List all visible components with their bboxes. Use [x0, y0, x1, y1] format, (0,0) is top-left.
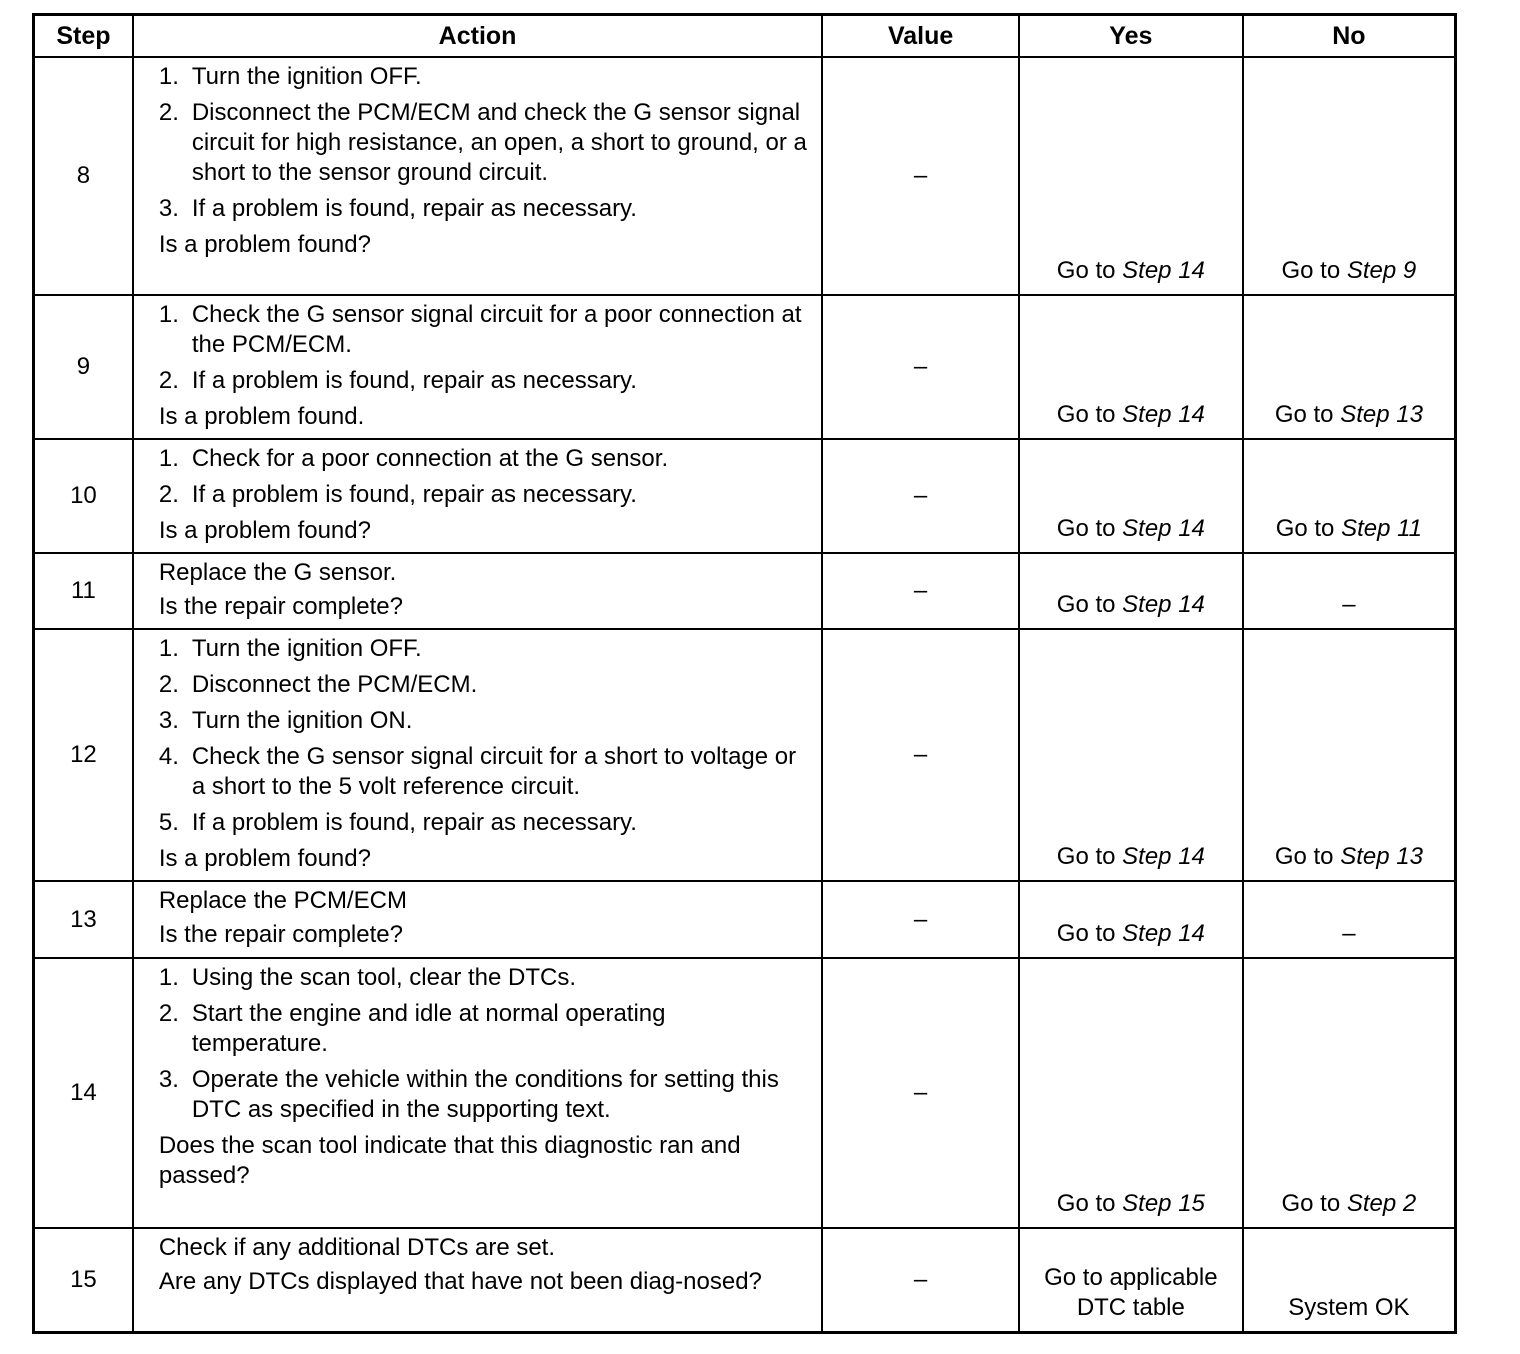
no-step-ref: Step 13: [1340, 843, 1423, 870]
table-row: [34, 295, 1456, 439]
header-value: Value: [822, 15, 1019, 58]
list-item-number: 2.: [158, 671, 179, 698]
action-cell: [133, 958, 822, 1228]
yes-step-ref: Step 14: [1122, 920, 1205, 947]
list-item-text: Start the engine and idle at normal operating temperature.: [191, 1000, 666, 1057]
list-item-number: 1.: [158, 63, 179, 90]
yes-prefix: Go to applicable DTC table: [1044, 1263, 1218, 1321]
step-number: 11: [34, 553, 133, 629]
yes-prefix: Go to: [1056, 257, 1123, 284]
list-item-text: Check for a poor connection at the G sensor.: [191, 445, 669, 472]
no-cell: [1243, 553, 1456, 629]
action-cell: [133, 629, 822, 881]
no-prefix: System OK: [1288, 1293, 1410, 1321]
table-row: [34, 881, 1456, 958]
header-no: No: [1243, 15, 1456, 58]
action-cell: [133, 439, 822, 553]
action-cell: [133, 295, 822, 439]
action-cell: [133, 57, 822, 295]
no-prefix: –: [1342, 920, 1356, 947]
step-number: 14: [34, 958, 133, 1228]
list-item-number: 2.: [158, 1000, 179, 1027]
no-cell: [1243, 629, 1456, 881]
list-item-number: 2.: [158, 99, 179, 126]
action-question: Does the scan tool indicate that this diagnostic ran and passed?: [158, 1132, 741, 1189]
step-number: 13: [34, 881, 133, 958]
list-item-number: 5.: [158, 809, 179, 836]
no-prefix: Go to: [1281, 257, 1347, 284]
action-list-item: [159, 366, 807, 396]
table-row: [34, 439, 1456, 553]
step-number: 15: [34, 1228, 133, 1332]
yes-cell: [1019, 553, 1243, 629]
no-step-ref: Step 11: [1341, 515, 1423, 542]
action-question: Are any DTCs displayed that have not been diag-nosed?: [158, 1268, 762, 1295]
header-yes: Yes: [1019, 15, 1243, 58]
action-list-item: [159, 194, 807, 224]
no-prefix: Go to: [1275, 515, 1342, 542]
yes-cell: [1019, 1228, 1243, 1332]
yes-prefix: Go to: [1056, 401, 1123, 428]
no-cell: [1243, 295, 1456, 439]
action-line: Check if any additional DTCs are set.: [158, 1234, 556, 1261]
yes-cell: [1019, 295, 1243, 439]
action-list-item: [159, 670, 807, 700]
list-item-number: 3.: [158, 195, 179, 222]
action-list-item: [159, 480, 807, 510]
yes-step-ref: Step 14: [1122, 591, 1205, 618]
table-row: [34, 958, 1456, 1228]
action-question: Is a problem found?: [158, 517, 371, 544]
action-list-item: [159, 999, 807, 1059]
value-cell: –: [822, 958, 1019, 1228]
list-item-text: Turn the ignition OFF.: [191, 635, 422, 662]
action-cell: [133, 553, 822, 629]
list-item-text: Disconnect the PCM/ECM and check the G sensor signal circuit for high resistance, an open, a short to ground, or a short to the sensor ground circuit.: [191, 99, 807, 186]
table-row: [34, 553, 1456, 629]
table-row: [34, 57, 1456, 295]
yes-step-ref: Step 14: [1122, 843, 1205, 870]
yes-cell: [1019, 57, 1243, 295]
action-line: Replace the G sensor.: [158, 559, 397, 586]
action-list-item: [159, 1065, 807, 1125]
value-cell: –: [822, 439, 1019, 553]
list-item-number: 1.: [158, 635, 179, 662]
list-item-text: If a problem is found, repair as necessary.: [191, 367, 637, 394]
no-step-ref: Step 2: [1346, 1190, 1417, 1217]
value-cell: –: [822, 1228, 1019, 1332]
no-cell: [1243, 958, 1456, 1228]
yes-cell: [1019, 439, 1243, 553]
action-list-item: [159, 300, 807, 360]
action-list-item: [159, 444, 807, 474]
yes-prefix: Go to: [1056, 843, 1123, 870]
list-item-number: 1.: [158, 445, 179, 472]
no-prefix: –: [1342, 591, 1356, 618]
table-row: [34, 629, 1456, 881]
table-body: [34, 57, 1456, 1332]
value-cell: –: [822, 553, 1019, 629]
action-question: Is a problem found?: [158, 845, 371, 872]
value-cell: –: [822, 629, 1019, 881]
list-item-text: If a problem is found, repair as necessary.: [191, 809, 637, 836]
action-list-item: [159, 706, 807, 736]
yes-step-ref: Step 15: [1122, 1190, 1205, 1217]
yes-cell: [1019, 958, 1243, 1228]
yes-prefix: Go to: [1056, 1190, 1123, 1217]
action-list-item: [159, 963, 807, 993]
step-number: 8: [34, 57, 133, 295]
list-item-number: 1.: [158, 301, 179, 328]
action-question: Is the repair complete?: [158, 593, 403, 620]
no-cell: [1243, 439, 1456, 553]
yes-prefix: Go to: [1056, 591, 1123, 618]
action-line: Replace the PCM/ECM: [158, 887, 407, 914]
no-prefix: Go to: [1274, 843, 1341, 870]
table-row: [34, 1228, 1456, 1332]
action-question: Is a problem found?: [158, 231, 371, 258]
list-item-number: 2.: [158, 367, 179, 394]
action-list-item: [159, 98, 807, 188]
diagnostic-table: [32, 13, 1457, 1334]
list-item-text: Disconnect the PCM/ECM.: [191, 671, 478, 698]
list-item-text: Check the G sensor signal circuit for a poor connection at the PCM/ECM.: [191, 301, 802, 358]
yes-step-ref: Step 14: [1122, 257, 1205, 284]
list-item-text: Turn the ignition ON.: [191, 707, 413, 734]
value-cell: –: [822, 881, 1019, 958]
no-step-ref: Step 9: [1346, 257, 1417, 284]
header-action: Action: [133, 15, 822, 58]
yes-cell: [1019, 881, 1243, 958]
value-cell: –: [822, 295, 1019, 439]
list-item-text: Check the G sensor signal circuit for a short to voltage or a short to the 5 volt reference circuit.: [191, 743, 797, 800]
list-item-text: If a problem is found, repair as necessary.: [191, 195, 637, 222]
no-prefix: Go to: [1281, 1190, 1347, 1217]
list-item-number: 4.: [158, 743, 179, 770]
header-row: [34, 15, 1456, 58]
action-list-item: [159, 808, 807, 838]
step-number: 10: [34, 439, 133, 553]
value-cell: –: [822, 57, 1019, 295]
action-list-item: [159, 742, 807, 802]
action-question: Is the repair complete?: [158, 921, 403, 948]
yes-prefix: Go to: [1056, 920, 1123, 947]
yes-prefix: Go to: [1056, 515, 1123, 542]
step-number: 12: [34, 629, 133, 881]
step-number: 9: [34, 295, 133, 439]
list-item-number: 2.: [158, 481, 179, 508]
no-prefix: Go to: [1274, 401, 1341, 428]
yes-step-ref: Step 14: [1122, 401, 1205, 428]
action-cell: [133, 881, 822, 958]
list-item-text: Operate the vehicle within the conditions for setting this DTC as specified in the supporting text.: [191, 1066, 779, 1123]
list-item-number: 3.: [158, 707, 179, 734]
list-item-number: 1.: [158, 964, 179, 991]
no-cell: [1243, 1228, 1456, 1332]
header-step: Step: [34, 15, 133, 58]
no-step-ref: Step 13: [1340, 401, 1423, 428]
yes-step-ref: Step 14: [1122, 515, 1205, 542]
action-question: Is a problem found.: [158, 403, 365, 430]
action-list-item: [159, 634, 807, 664]
no-cell: [1243, 57, 1456, 295]
yes-cell: [1019, 629, 1243, 881]
list-item-text: Turn the ignition OFF.: [191, 63, 422, 90]
action-cell: [133, 1228, 822, 1332]
list-item-text: If a problem is found, repair as necessary.: [191, 481, 637, 508]
no-cell: [1243, 881, 1456, 958]
list-item-number: 3.: [158, 1066, 179, 1093]
action-list-item: [159, 62, 807, 92]
list-item-text: Using the scan tool, clear the DTCs.: [191, 964, 577, 991]
